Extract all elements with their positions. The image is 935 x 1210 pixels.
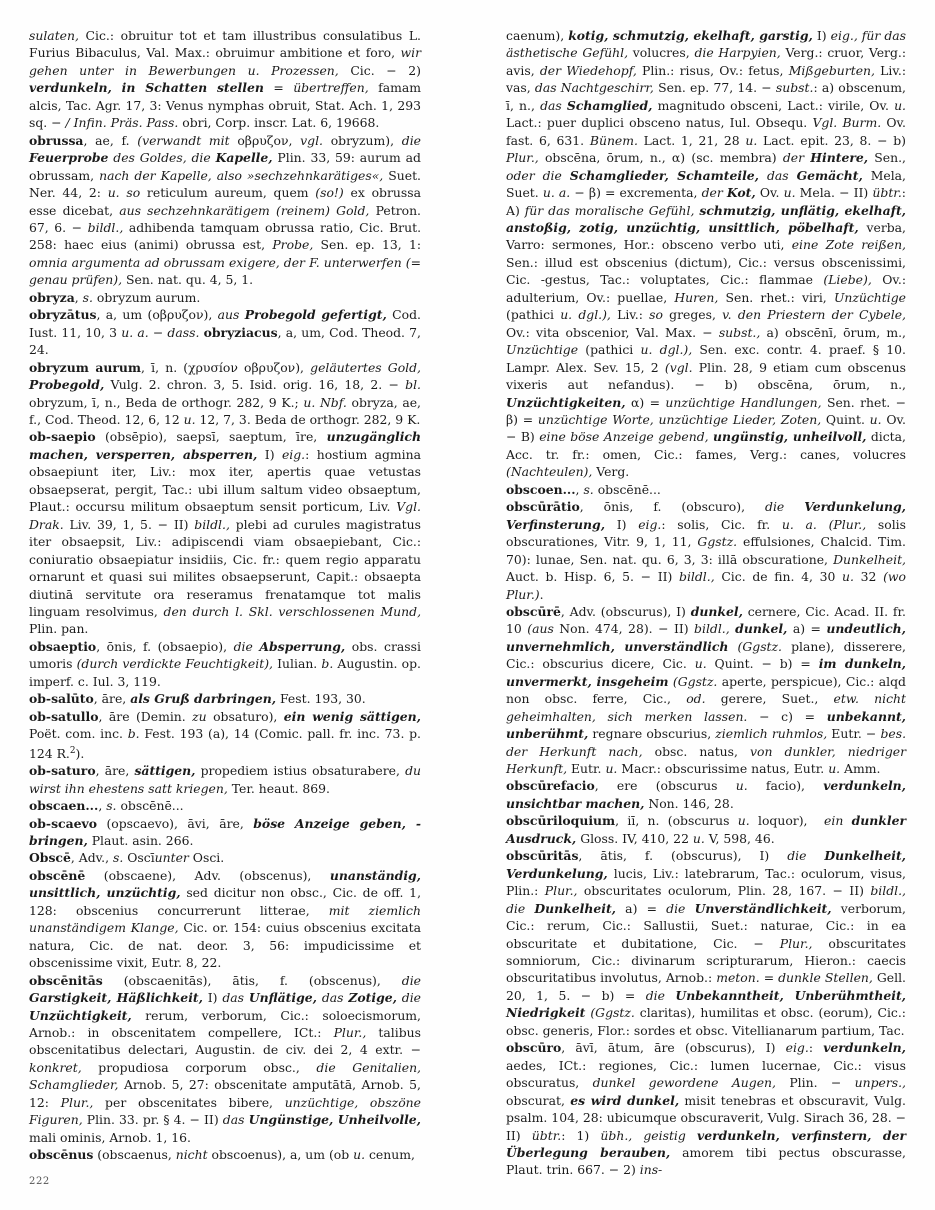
- entry-obscenitas: obscēnitās (obscaenitās), ātis, f. (obscenus), die Garstigkeit, Häßlichkeit, I) das Unflätige, das Zotige, die Unzüchtigkeit, rerum, verborum, Cic.: soloecismorum, Arnob.: in obscenitatem compellere, ICt.: Plur., talibus obscenitatibus delectari, Augustin. de civ. dei 2, 4 extr. − konkret, propudiosa corporum obsc., die Genitalien, Schamglieder, Arnob. 5, 27: obscenitate amputātā, Arnob. 5, 12: Plur., per obscenitates bibere, unzüchtige, obszöne Figuren, Plin. 33. pr. § 4. − II) das Ungünstige, Unheilvolle, mali ominis, Arnob. 1, 16.: [29, 972, 421, 1145]
- entry-obscene: obscēnē (obscaene), Adv. (obscenus), unanständig, unsittlich, unzüchtig, sed dicitur non obsc., Cic. de off. 1, 128: obscenius concurrerunt litterae, mit ziemlich unanständigem Klange, Cic. or. 154: cuius obscenius excitata natura, Cic. de nat. deor. 3, 56: impudicissime et obscenissime vixit, Eutr. 8, 22.: [29, 867, 422, 971]
- page-number: 222: [29, 1176, 50, 1187]
- two-column-text-body: [29, 27, 907, 1178]
- entry-obscaen: obscaen..., s. obscēnē...: [29, 798, 184, 814]
- entry-obscuriloquium: obscūriloquium, iī, n. (obscurus u. loquor), ein dunkler Ausdruck, Gloss. IV, 410, 22 u. V, 598, 46.: [506, 813, 906, 846]
- entry-obryza: obryza, s. obryzum aurum.: [29, 289, 201, 305]
- entry-obscurefacio: obscūrefacio, ere (obscurus u. facio), verdunkeln, unsichtbar machen, Non. 146, 28.: [506, 778, 906, 811]
- entry-ob-saturo: ob-saturo, āre, sättigen, propediem istius obsaturabere, du wirst ihn ehestens satt kriegen, Ter. heaut. 869.: [29, 763, 422, 796]
- entry-obscenus: obscēnus (obscaenus, nicht obscoenus), a, um (ob u. cenum,: [29, 1147, 415, 1163]
- entry-obryzatus: obryzātus, a, um (οβρυζον), aus Probegold gefertigt, Cod. Iust. 11, 10, 3 u. a. − dass. obryziacus, a, um, Cod. Theod. 7, 24.: [29, 307, 421, 358]
- entry-obscuro: obscūro, āvī, ātum, āre (obscurus), I) eig.: verdunkeln, aedes, ICt.: regiones, Cic.: lumen lucernae, Cic.: visus obscuratus, dunkel gewordene Augen, Plin. − unpers., obscurat, es wird dunkel, misit tenebras et obscuravit, Vulg. psalm. 104, 28: ubicumque obscuraverit, Vulg. Sirach 36, 28. − II) übtr.: 1) übh., geistig verdunkeln, verfinstern, der Überlegung berauben, amorem tibi pectus obscurasse, Plaut. trin. 667. − 2) ins-: [506, 1040, 907, 1178]
- entry-ob-saepio: ob-saepio (obsēpio), saepsī, saeptum, īre, unzugänglich machen, versperren, absperren, I) eig.: hostium agmina obsaepiunt iter, Liv.: mox iter, apertis quae vetustas obsaepserat, pergit, Tac.: ubi illum saltum video obsaeptum, Plaut.: occursu militum obsaeptum sensit porticum, Liv. Vgl. Drak. Liv. 39, 1, 5. − II) bildl., plebi ad curules magistratus iter obsaepsit, Liv.: adipiscendi viam obsaepiebant, Cic.: coniuratio obsaepiatur insidiis, Cic. fr.: quem regio apparatu ornarunt et quasi sui milites obsaepserunt, Capit.: obsaepta diutinā servitute ora reseramus frenatamque tot malis linguam resolvimus, den durch l. Skl. verschlossenen Mund, Plin. pan.: [29, 429, 422, 637]
- entry-ob-saluto: ob-salūto, āre, als Gruß darbringen, Fest. 193, 30.: [29, 691, 366, 707]
- right-text-column: [506, 27, 906, 1179]
- entry-ob-satullo: ob-satullo, āre (Demin. zu obsaturo), ein wenig sättigen, Poët. com. inc. b. Fest. 193 (a), 14 (Comic. pall. fr. inc. 73. p. 124 R.$^2$).: [29, 708, 421, 761]
- entry-obrussa: obrussa, ae, f. (verwandt mit οβρυζον, vgl. obryzum), die Feuerprobe des Goldes, die Kapelle, Plin. 33, 59: aurum ad obrussam, nach der Kapelle, also »sechzehnkarätiges«, Suet. Ner. 44, 2: u. so reticulum aureum, quem (so!) ex obrussa esse dicebat, aus sechzehnkarätigem (reinem) Gold, Petron. 67, 6. − bildl., adhibenda tamquam obrussa ratio, Cic. Brut. 258: haec eius (animi) obrussa est, Probe, Sen. ep. 13, 1: omnia argumenta ad obrussam exigere, der F. unterwerfen (= genau prüfen), Sen. nat. qu. 4, 5, 1.: [29, 132, 422, 288]
- entry-obsaeptio: obsaeptio, ōnis, f. (obsaepio), die Absperrung, obs. crassi umoris (durch verdickte Feuchtigkeit), Iulian. b. Augustin. op. imperf. c. Iul. 3, 119.: [29, 638, 421, 689]
- entry-obscoen: obscoen..., s. obscēnē...: [506, 481, 661, 497]
- entry-obsce: Obscē, Adv., s. Oscīunter Osci.: [29, 850, 225, 866]
- entry-ob-scaevo: ob-scaevo (opscaevo), āvi, āre, böse Anzeige geben, -bringen, Plaut. asin. 266.: [29, 815, 421, 848]
- entry-obruo-continuation: sulaten, Cic.: obruitur tot et tam illustribus consulatibus L. Furius Bibaculus, Val. Max.: obruimur ambitione et foro, wir gehen unter in Bewerbungen u. Prozessen, Cic. − 2) verdunkeln, in Schatten stellen = übertreffen, famam alcis, Tac. Agr. 17, 3: Venus nymphas obruit, Stat. Ach. 1, 293 sq. − / Infin. Präs. Pass. obri, Corp. inscr. Lat. 6, 19668.: [29, 28, 421, 131]
- entry-obscenus-continuation: caenum), kotig, schmutzig, ekelhaft, garstig, I) eig., für das ästhetische Gefühl, volucres, die Harpyien, Verg.: cruor, Verg.: avis, der Wiedehopf, Plin.: risus, Ov.: fetus, Mißgeburten, Liv.: vas, das Nachtgeschirr, Sen. ep. 77, 14. − subst.: a) obscenum, ī, n., das Schamglied, magnitudo obsceni, Lact.: virile, Ov. u. Lact.: puer duplici obsceno natus, Iul. Obsequ. Vgl. Burm. Ov. fast. 6, 631. Bünem. Lact. 1, 21, 28 u. Lact. epit. 23, 8. − b) Plur., obscēna, ōrum, n., α) (sc. membra) der Hintere, Sen., oder die Schamglieder, Schamteile, das Gemächt, Mela, Suet. u. a. − β) = excrementa, der Kot, Ov. u. Mela. − II) übtr.: A) für das moralische Gefühl, schmutzig, unflätig, ekelhaft, anstoßig, zotig, unzüchtig, unsittlich, pöbelhaft, verba, Varro: sermones, Hor.: obsceno verbo uti, eine Zote reißen, Sen.: illud est obscenius (dictum), Cic.: versus obscenissimi, Cic. -gestus, Tac.: voluptates, Cic.: flammae (Liebe), Ov.: adulterium, Ov.: puellae, Huren, Sen. rhet.: viri, Unzüchtige (pathici u. dgl.), Liv.: so greges, v. den Priestern der Cybele, Ov.: vita obscenior, Val. Max. − subst., a) obscēnī, ōrum, m., Unzüchtige (pathici u. dgl.), Sen. exc. contr. 4. praef. § 10. Lampr. Alex. Sev. 15, 2 (vgl. Plin. 28, 9 etiam cum obscenus vixeris aut nefandus). − b) obscēna, ōrum, n., Unzüchtigkeiten, α) = unzüchtige Handlungen, Sen. rhet. − β) = unzüchtige Worte, unzüchtige Lieder, Zoten, Quint. u. Ov. − B) eine böse Anzeige gebend, ungünstig, unheilvoll, dicta, Acc. tr. fr.: omen, Cic.: fames, Verg.: canes, volucres (Nachteulen), Verg.: [506, 28, 907, 480]
- entry-obscuratio: obscūrātio, ōnis, f. (obscuro), die Verdunkelung, Verfinsterung, I) eig.: solis, Cic. fr. u. a. (Plur., solis obscurationes, Vitr. 9, 1, 11, Ggstz. effulsiones, Chalcid. Tim. 70): lunae, Sen. nat. qu. 6, 3, 3: illā obscuratione, Dunkelheit, Auct. b. Hisp. 6, 5. − II) bildl., Cic. de fin. 4, 30 u. 32 (wo Plur.).: [506, 499, 906, 602]
- entry-obryzum-aurum: obryzum aurum, ī, n. (χρυσíον οβρυζον), geläutertes Gold, Probegold, Vulg. 2. chron. 3, 5. Isid. orig. 16, 18, 2. − bl. obryzum, ī, n., Beda de orthogr. 282, 9 K.; u. Nbf. obryza, ae, f., Cod. Theod. 12, 6, 12 u. 12, 7, 3. Beda de orthogr. 282, 9 K.: [29, 359, 421, 427]
- left-text-column: [29, 27, 421, 1164]
- entry-obscuritas: obscūritās, ātis, f. (obscurus), I) die Dunkelheit, Verdunkelung, lucis, Liv.: latebrarum, Tac.: oculorum, visus, Plin.: Plur., obscuritates oculorum, Plin. 28, 167. − II) bildl., die Dunkelheit, a) = die Unverständlichkeit, verborum, Cic.: rerum, Cic.: Sallustii, Suet.: naturae, Cic.: in ea obscuritate et dubitatione, Cic. − Plur., obscuritates somniorum, Cic.: divinarum scripturarum, Hieron.: caecis obscuritatibus involutus, Arnob.: meton. = dunkle Stellen, Gell. 20, 1, 5. − b) = die Unbekanntheit, Unberühmtheit, Niedrigkeit (Ggstz. claritas), humilitas et obsc. (eorum), Cic.: obsc. generis, Flor.: sordes et obsc. Vitellianarum partium, Tac.: [506, 848, 906, 1038]
- entry-obscure: obscūrē, Adv. (obscurus), I) dunkel, cernere, Cic. Acad. II. fr. 10 (aus Non. 474, 28). − II) bildl., dunkel, a) = undeutlich, unvernehmlich, unverständlich (Ggstz. plane), disserere, Cic.: obscurius dicere, Cic. u. Quint. − b) = im dunkeln, unvermerkt, insgeheim (Ggstz. aperte, perspicue), Cic.: alqd non obsc. ferre, Cic., od. gerere, Suet., etw. nicht geheimhalten, sich merken lassen. − c) = unbekannt, unberühmt, regnare obscurius, ziemlich ruhmlos, Eutr. − bes. der Herkunft nach, obsc. natus, von dunkler, niedriger Herkunft, Eutr. u. Macr.: obscurissime natus, Eutr. u. Amm.: [506, 603, 907, 777]
